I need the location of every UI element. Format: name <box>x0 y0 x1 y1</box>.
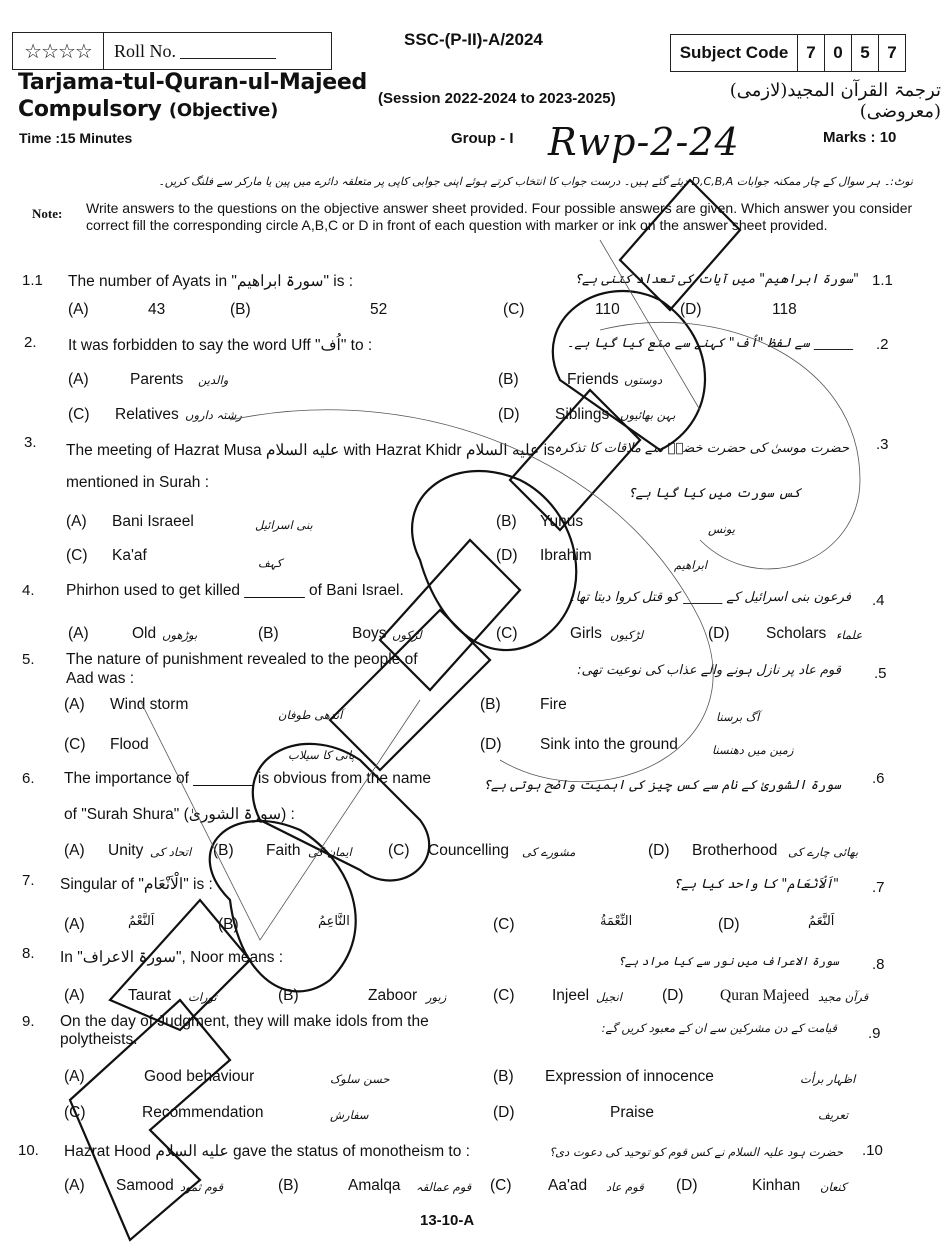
option-key[interactable]: (D) <box>718 916 740 933</box>
option-text-arabic[interactable]: النَّاعِمُ <box>318 914 350 929</box>
option-text[interactable]: Taurat <box>128 987 172 1004</box>
option-key[interactable]: (B) <box>258 625 279 642</box>
option-text[interactable]: Zaboor <box>368 987 418 1004</box>
option-key[interactable]: (D) <box>498 406 520 423</box>
question-text-urdu: قیامت کے دن مشرکین سے ان کے معبود کریں گے: <box>601 1021 837 1035</box>
instructions-text: Write answers to the questions on the objective answer sheet provided. Four possible answers are given. Which answer you consider correct fill the corresponding circle A,B,C or D in front of each question with marker or ink on the answer sheet provided. <box>86 200 913 233</box>
option-text[interactable]: Councelling <box>428 842 509 859</box>
option-text-urdu: آگ برسنا <box>716 710 760 724</box>
question-text: The importance of _______ is obvious from the name <box>64 770 432 787</box>
question-text-cont: of "Surah Shura" (سورۃ الشوریٰ) : <box>64 806 295 823</box>
subject-code-digit: 0 <box>825 35 852 71</box>
option-text[interactable]: Faith <box>266 842 301 859</box>
paper-subtitle-main: Compulsory <box>18 97 162 122</box>
question-text-urdu-cont: کس سورت میں کیا گیا ہے؟ <box>627 486 801 501</box>
option-text-urdu: قرآن مجید <box>818 990 869 1004</box>
option-text[interactable]: Yunus <box>540 513 584 530</box>
option-text-urdu: بہن بھائیوں <box>620 408 676 422</box>
question-text-cont: Aad was : <box>66 670 135 687</box>
option-key[interactable]: (D) <box>496 547 518 564</box>
option-text[interactable]: 43 <box>148 301 166 318</box>
option-text-urdu: بوڑھوں <box>162 628 198 642</box>
option-text[interactable]: Boys <box>352 625 387 642</box>
option-key[interactable]: (B) <box>230 301 251 318</box>
option-key[interactable]: (B) <box>213 842 234 859</box>
total-marks: Marks : 10 <box>823 129 897 146</box>
urdu-instructions: نوٹ:۔ ہر سوال کے چار ممکنہ جوابات D,C,B,A دیئے گئے ہیں۔ درست جواب کا انتخاب کرتے ہوئے اپنی جوابی کاپی پر متعلقہ دائرے میں پین یا مارکر سے فلنگ کریں۔ <box>158 175 913 188</box>
option-key[interactable]: (A) <box>68 371 89 388</box>
question-number-urdu: .6 <box>872 770 885 787</box>
time-allowed: Time :15 Minutes <box>19 130 133 146</box>
question-text: The nature of punishment revealed to the people of <box>66 651 418 668</box>
subject-code-box <box>670 34 906 72</box>
question-number-urdu: .8 <box>872 956 885 973</box>
option-text[interactable]: Expression of innocence <box>545 1068 714 1085</box>
question-text: The meeting of Hazrat Musa عليه السلام with Hazrat Khidr عليه السلام is <box>66 442 555 459</box>
option-text[interactable]: Parents <box>130 371 184 388</box>
option-text[interactable]: Good behaviour <box>144 1068 255 1085</box>
option-text-urdu: اظہار برأت <box>800 1072 856 1086</box>
question-number-urdu: .2 <box>876 336 889 353</box>
option-text-urdu: مشورے کی <box>522 845 576 859</box>
subject-code-label: Subject Code <box>671 35 798 71</box>
option-text-arabic[interactable]: اَلنَّعْمُ <box>128 914 155 929</box>
option-key[interactable]: (C) <box>68 406 90 423</box>
option-text[interactable]: Samood <box>116 1177 174 1194</box>
option-text-urdu: لڑکیوں <box>610 628 644 642</box>
roll-number-box <box>12 32 332 70</box>
paper-title: Tarjama-tul-Quran-ul-Majeed <box>18 70 367 95</box>
option-text[interactable]: Recommendation <box>142 1104 264 1121</box>
question-text: The number of Ayats in "سورۃ ابراھیم" is : <box>68 273 354 290</box>
option-text[interactable]: 118 <box>772 301 797 318</box>
subject-code-digit: 7 <box>798 35 825 71</box>
option-key[interactable]: (D) <box>662 987 684 1004</box>
option-key[interactable]: (D) <box>493 1104 515 1121</box>
question-text-cont: mentioned in Surah : <box>66 474 210 491</box>
option-key[interactable]: (B) <box>480 696 501 713</box>
option-text[interactable]: Praise <box>610 1104 654 1121</box>
option-text[interactable]: Fire <box>540 696 567 713</box>
question-text-urdu: حضرت ہود علیہ السلام نے کس قوم کو توحید کی دعوت دی؟ <box>549 1145 843 1159</box>
question-text-urdu: قوم عاد پر نازل ہونے والے عذاب کی نوعیت تھی: <box>577 663 841 678</box>
stars-icon: ☆☆☆☆ <box>13 33 104 69</box>
question-number: 2. <box>24 334 37 351</box>
question-number-urdu: .7 <box>872 879 885 896</box>
option-key[interactable]: (C) <box>64 1104 86 1121</box>
question-number: 3. <box>24 434 37 451</box>
option-text-urdu: رشتہ داروں <box>185 408 242 422</box>
paper-subtitle <box>18 97 278 122</box>
question-number: 6. <box>22 770 35 787</box>
option-text-urdu: انجیل <box>596 990 622 1004</box>
option-key[interactable]: (C) <box>490 1177 512 1194</box>
option-key[interactable]: (C) <box>64 736 86 753</box>
paper-footer-code: 13-10-A <box>420 1212 475 1229</box>
option-text-urdu: تورات <box>188 990 217 1004</box>
option-text-arabic[interactable]: النِّعْمَةُ <box>600 914 633 929</box>
option-text[interactable]: Flood <box>110 736 149 753</box>
option-text[interactable]: Relatives <box>115 406 179 423</box>
question-number-urdu: .5 <box>874 665 887 682</box>
session-label: (Session 2022-2024 to 2023-2025) <box>378 90 616 107</box>
option-text-urdu: لڑکوں <box>392 628 422 642</box>
option-text[interactable]: Aa'ad <box>548 1177 588 1194</box>
question-text-cont: polytheists. <box>60 1031 138 1048</box>
question-text: Hazrat Hood عليه السلام gave the status of monotheism to : <box>64 1143 470 1160</box>
question-number: 7. <box>22 872 35 889</box>
option-key[interactable]: (D) <box>680 301 702 318</box>
option-key[interactable]: (B) <box>278 1177 299 1194</box>
question-text: In "سورۃ الاعراف", Noor means : <box>60 949 284 966</box>
roll-number-label: Roll No. <box>114 40 177 61</box>
option-text-urdu: کنعان <box>820 1180 847 1194</box>
option-key[interactable]: (A) <box>64 842 85 859</box>
roll-number-blank <box>180 44 276 59</box>
question-number: 4. <box>22 582 35 599</box>
option-key[interactable]: (A) <box>68 301 89 318</box>
option-text-urdu: بھائی چارے کی <box>788 845 859 859</box>
option-text[interactable]: Amalqa <box>348 1177 401 1194</box>
option-text[interactable]: 52 <box>370 301 388 318</box>
option-text-urdu: قوم عاد <box>606 1180 644 1194</box>
option-text-urdu: ایمان کی <box>308 845 352 859</box>
option-text[interactable]: Old <box>132 625 157 642</box>
option-key[interactable]: (D) <box>676 1177 698 1194</box>
note-label: Note: <box>32 206 63 221</box>
paper-subtitle-type: (Objective) <box>168 100 279 121</box>
option-text-urdu: کہف <box>258 556 283 570</box>
option-text-urdu: سفارش <box>330 1108 369 1122</box>
option-text-urdu: علماء <box>836 628 863 642</box>
option-text[interactable]: Bani Israeel <box>112 513 194 530</box>
question-text-urdu: سورۃ الاعراف میں نور سے کیا مراد ہے؟ <box>618 954 839 968</box>
option-text[interactable]: Ka'af <box>112 547 147 564</box>
option-text[interactable]: Sink into the ground <box>540 736 678 753</box>
option-key[interactable]: (A) <box>64 1177 85 1194</box>
option-key[interactable]: (A) <box>64 696 85 713</box>
roll-number-field[interactable] <box>104 33 276 69</box>
option-text-urdu: تعریف <box>818 1108 849 1122</box>
question-number: 10. <box>18 1142 39 1159</box>
option-key[interactable]: (B) <box>278 987 299 1004</box>
question-text: On the day of Judgment, they will make idols from the <box>60 1013 429 1030</box>
option-text-urdu: زمین میں دھنسنا <box>712 743 794 757</box>
option-key[interactable]: (C) <box>66 547 88 564</box>
subject-code-digit: 7 <box>887 43 897 62</box>
option-text-urdu: والدین <box>198 373 229 387</box>
option-text-urdu: قوم ثمود <box>180 1180 224 1194</box>
option-key[interactable]: (C) <box>503 301 525 318</box>
subject-code-digit: 5 <box>852 35 879 71</box>
option-text[interactable]: Siblings <box>555 406 610 423</box>
question-number: 9. <box>22 1013 35 1030</box>
option-text-urdu: اتحاد کی <box>150 845 192 859</box>
option-key[interactable]: (B) <box>498 371 519 388</box>
option-key[interactable]: (C) <box>496 625 518 642</box>
question-number-urdu: 1.1 <box>872 272 893 289</box>
option-key[interactable]: (D) <box>480 736 502 753</box>
option-text[interactable]: 110 <box>595 301 620 318</box>
option-text[interactable]: Injeel <box>552 987 590 1004</box>
option-text-arabic[interactable]: اَلنَّعَمُ <box>808 914 835 929</box>
option-text-urdu: یونس <box>708 522 736 536</box>
option-key[interactable]: (B) <box>493 1068 514 1085</box>
option-text[interactable]: Brotherhood <box>692 842 778 859</box>
option-key[interactable]: (B) <box>496 513 517 530</box>
group-label: Group - I <box>451 130 514 147</box>
question-text: Singular of "الْاَنْعَام" is : <box>60 876 213 893</box>
question-text-urdu: ______ سے لفظ "اُف" کہنے سے منع کیا گیا ہے۔ <box>566 336 853 351</box>
question-text-urdu: سورۃ الشوریٰ کے نام سے کس چیز کی اہمیت واضح ہوتی ہے؟ <box>483 778 841 793</box>
option-key[interactable]: (D) <box>708 625 730 642</box>
option-text-urdu: زبور <box>426 990 447 1004</box>
option-text-urdu: بنی اسرائیل <box>255 518 313 532</box>
option-key[interactable]: (B) <box>218 916 239 933</box>
question-number: 5. <box>22 651 35 668</box>
option-key[interactable]: (C) <box>388 842 410 859</box>
urdu-title: ترجمۃ القرآن المجید(لازمی)(معروضی) <box>729 80 941 122</box>
option-key[interactable]: (A) <box>68 625 89 642</box>
option-key[interactable]: (A) <box>66 513 87 530</box>
option-key[interactable]: (A) <box>64 1068 85 1085</box>
option-key[interactable]: (C) <box>493 916 515 933</box>
question-number: 1.1 <box>22 272 43 289</box>
question-text-urdu: "سورۃ ابراھیم" میں آیات کی تعداد کتنی ہے؟ <box>574 272 859 287</box>
question-text: It was forbidden to say the word Uff "اُف" to : <box>68 337 373 354</box>
option-text-urdu: قوم عمالقہ <box>416 1180 472 1194</box>
option-text[interactable]: Quran Majeed <box>720 987 810 1004</box>
question-text: Phirhon used to get killed _______ of Bani Israel. <box>66 582 404 599</box>
option-text-urdu: آندھی طوفان <box>278 708 343 722</box>
option-text[interactable]: Scholars <box>766 625 827 642</box>
question-number-urdu: .4 <box>872 592 885 609</box>
question-number-urdu: .3 <box>876 436 889 453</box>
question-text-urdu: حضرت موسیٰ کی حضرت خضرؑ سے ملاقات کا تذکرہ <box>553 441 849 456</box>
option-text[interactable]: Kinhan <box>752 1177 801 1194</box>
option-text-urdu: ابراھیم <box>674 558 708 572</box>
option-text[interactable]: Girls <box>570 625 602 642</box>
option-text-urdu: حسن سلوک <box>330 1072 390 1086</box>
option-text[interactable]: Ibrahim <box>540 547 592 564</box>
option-text-urdu: پانی کا سیلاب <box>288 748 355 762</box>
option-text[interactable]: Wind storm <box>110 696 189 713</box>
option-text-urdu: دوستوں <box>624 373 663 387</box>
option-key[interactable]: (A) <box>64 916 85 933</box>
exam-code: SSC-(P-II)-A/2024 <box>404 30 543 49</box>
question-number: 8. <box>22 945 35 962</box>
option-key[interactable]: (C) <box>493 987 515 1004</box>
question-number-urdu: .10 <box>862 1142 883 1159</box>
question-number-urdu: .9 <box>868 1025 881 1042</box>
option-text[interactable]: Friends <box>567 371 619 388</box>
handwritten-annotation: Rwp-2-24 <box>548 120 740 164</box>
question-text-urdu: فرعون بنی اسرائیل کے ______ کو قتل کروا دیتا تھا۔ <box>567 590 851 605</box>
option-text[interactable]: Unity <box>108 842 144 859</box>
question-text-urdu: "اَلْاَنْعَام" کا واحد کیا ہے؟ <box>673 877 839 892</box>
option-key[interactable]: (D) <box>648 842 670 859</box>
option-key[interactable]: (A) <box>64 987 85 1004</box>
